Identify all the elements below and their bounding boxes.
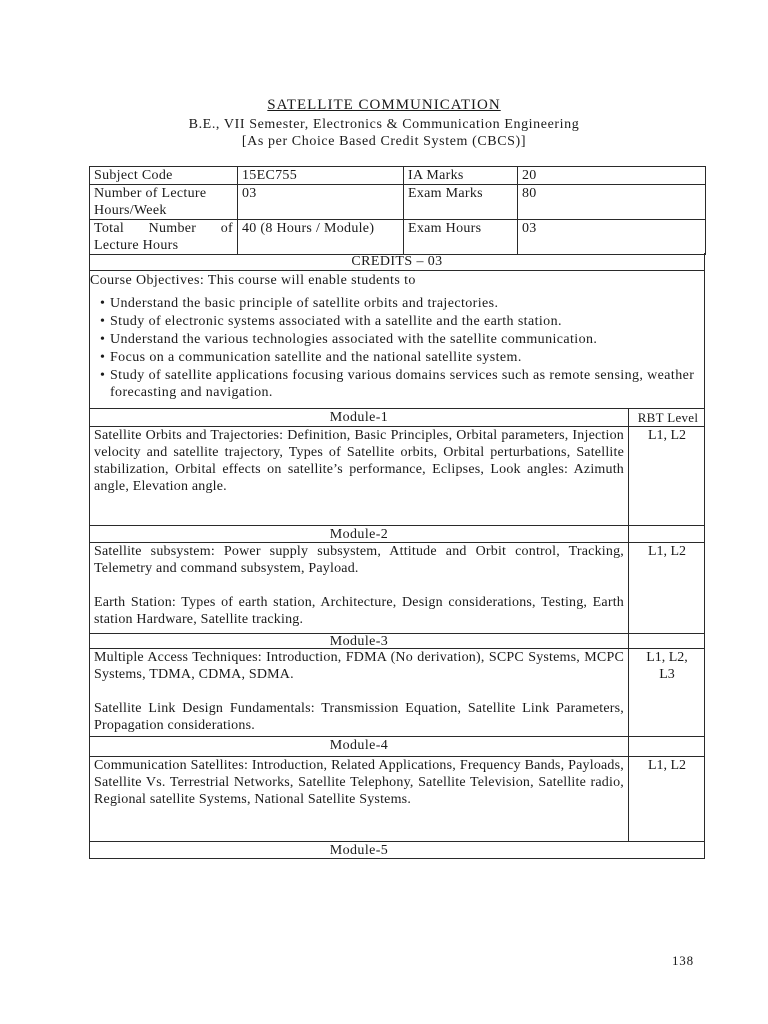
- module-content: [90, 757, 629, 842]
- total-lecture-value: 40 (8 Hours / Module): [238, 220, 404, 255]
- credits-row: CREDITS – 03: [89, 253, 705, 271]
- info-row-subject-code: [90, 167, 706, 185]
- objective-item: • Understand the basic principle of satellite orbits and trajectories.: [100, 295, 696, 312]
- rbt-level: [628, 757, 706, 774]
- exam-hours-value: 03: [518, 220, 706, 255]
- module-paragraph: Satellite Link Design Fundamentals: Transmission Equation, Satellite Link Parameters, Propagation considerations.: [94, 701, 624, 733]
- rbt-level: [628, 427, 706, 444]
- rbt-level: [628, 543, 706, 560]
- rbt-level-spacer: [628, 634, 707, 648]
- total-lecture-label-line1: Total Number of: [94, 221, 233, 236]
- module-title: Module-2: [329, 527, 389, 542]
- lecture-hours-week-label: [90, 185, 238, 220]
- exam-marks-label: Exam Marks: [404, 185, 518, 220]
- module-1-header: [90, 409, 704, 427]
- document-scheme: [As per Choice Based Credit System (CBCS)]: [241, 134, 527, 149]
- total-lecture-label: [90, 220, 238, 255]
- rbt-level-line: L1, L2: [647, 544, 687, 559]
- subject-code-value: 15EC755: [238, 167, 404, 185]
- ia-marks-label: IA Marks: [404, 167, 518, 185]
- rbt-level-spacer: [628, 737, 707, 756]
- exam-hours-label: Exam Hours: [404, 220, 518, 255]
- module-3-row: [90, 649, 704, 737]
- objective-item: • Focus on a communication satellite and the national satellite system.: [100, 349, 696, 366]
- module-5-header: [90, 842, 704, 858]
- module-title: Module-1: [329, 410, 389, 425]
- rbt-level-spacer: [628, 526, 707, 542]
- module-title: Module-3: [329, 634, 389, 649]
- module-title: Module-4: [329, 738, 389, 753]
- rbt-level: [628, 649, 706, 683]
- total-lecture-label-line2: Lecture Hours: [94, 238, 179, 253]
- rbt-level-header: RBT Level: [628, 409, 707, 426]
- info-row-lecture-hours: [90, 185, 706, 220]
- module-paragraph: Satellite subsystem: Power supply subsystem, Attitude and Orbit control, Tracking, Telemetry and command subsystem, Payload.: [94, 544, 624, 576]
- objective-item: • Study of electronic systems associated with a satellite and the earth station.: [100, 313, 696, 330]
- document-title: SATELLITE COMMUNICATION: [267, 97, 501, 113]
- info-row-total-hours: [90, 220, 706, 255]
- module-2-row: [90, 543, 704, 634]
- objective-item: • Understand the various technologies associated with the satellite communication.: [100, 331, 696, 348]
- page-number: 138: [672, 953, 694, 968]
- module-paragraph: Earth Station: Types of earth station, Architecture, Design considerations, Testing, Earth station Hardware, Satellite tracking.: [94, 595, 624, 627]
- module-content: [90, 427, 629, 526]
- module-content: [90, 649, 629, 737]
- module-4-header: [90, 737, 704, 757]
- objective-item: • Study of satellite applications focusing various domains services such as remote sensing, weather forecasting and navigation.: [100, 367, 696, 401]
- ia-marks-value: 20: [518, 167, 706, 185]
- document-subtitle: B.E., VII Semester, Electronics & Communication Engineering: [188, 117, 580, 132]
- lecture-hours-week-value: 03: [238, 185, 404, 220]
- objectives-list: [100, 295, 696, 402]
- lecture-hours-week-label-line2: Hours/Week: [94, 203, 167, 218]
- module-2-header: [90, 526, 704, 543]
- subject-code-label: Subject Code: [90, 167, 238, 185]
- module-4-row: [90, 757, 704, 842]
- module-1-row: [90, 427, 704, 526]
- module-paragraph: Satellite Orbits and Trajectories: Definition, Basic Principles, Orbital parameters, Injection velocity and satellite trajectory, Types of Satellite orbits, Orbital perturbations, Satellite stabilization, Orbital effects on satellite’s performance, Eclipses, Look angles: Azimuth angle, Elevation angle.: [94, 428, 624, 494]
- rbt-level-line: L3: [659, 667, 675, 682]
- rbt-level-line: L1, L2,: [646, 650, 688, 665]
- course-objectives: [89, 271, 705, 409]
- lecture-hours-week-label-line1: Number of Lecture: [94, 186, 207, 201]
- module-content: [90, 543, 629, 634]
- module-paragraph: Communication Satellites: Introduction, Related Applications, Frequency Bands, Payloads, Satellite Vs. Terrestrial Networks, Satellite Telephony, Satellite Television, Satellite radio, Regional satellite Systems, National Satellite Systems.: [94, 758, 624, 807]
- rbt-level-line: L1, L2: [647, 758, 687, 773]
- modules-table: [89, 409, 705, 859]
- module-title: Module-5: [329, 843, 389, 858]
- module-3-header: [90, 634, 704, 649]
- objectives-title: Course Objectives: This course will enable students to: [90, 273, 416, 288]
- exam-marks-value: 80: [518, 185, 706, 220]
- module-paragraph: Multiple Access Techniques: Introduction, FDMA (No derivation), SCPC Systems, MCPC Systems, TDMA, CDMA, SDMA.: [94, 650, 624, 682]
- course-info-table: [89, 166, 706, 255]
- rbt-level-line: L1, L2: [647, 428, 687, 443]
